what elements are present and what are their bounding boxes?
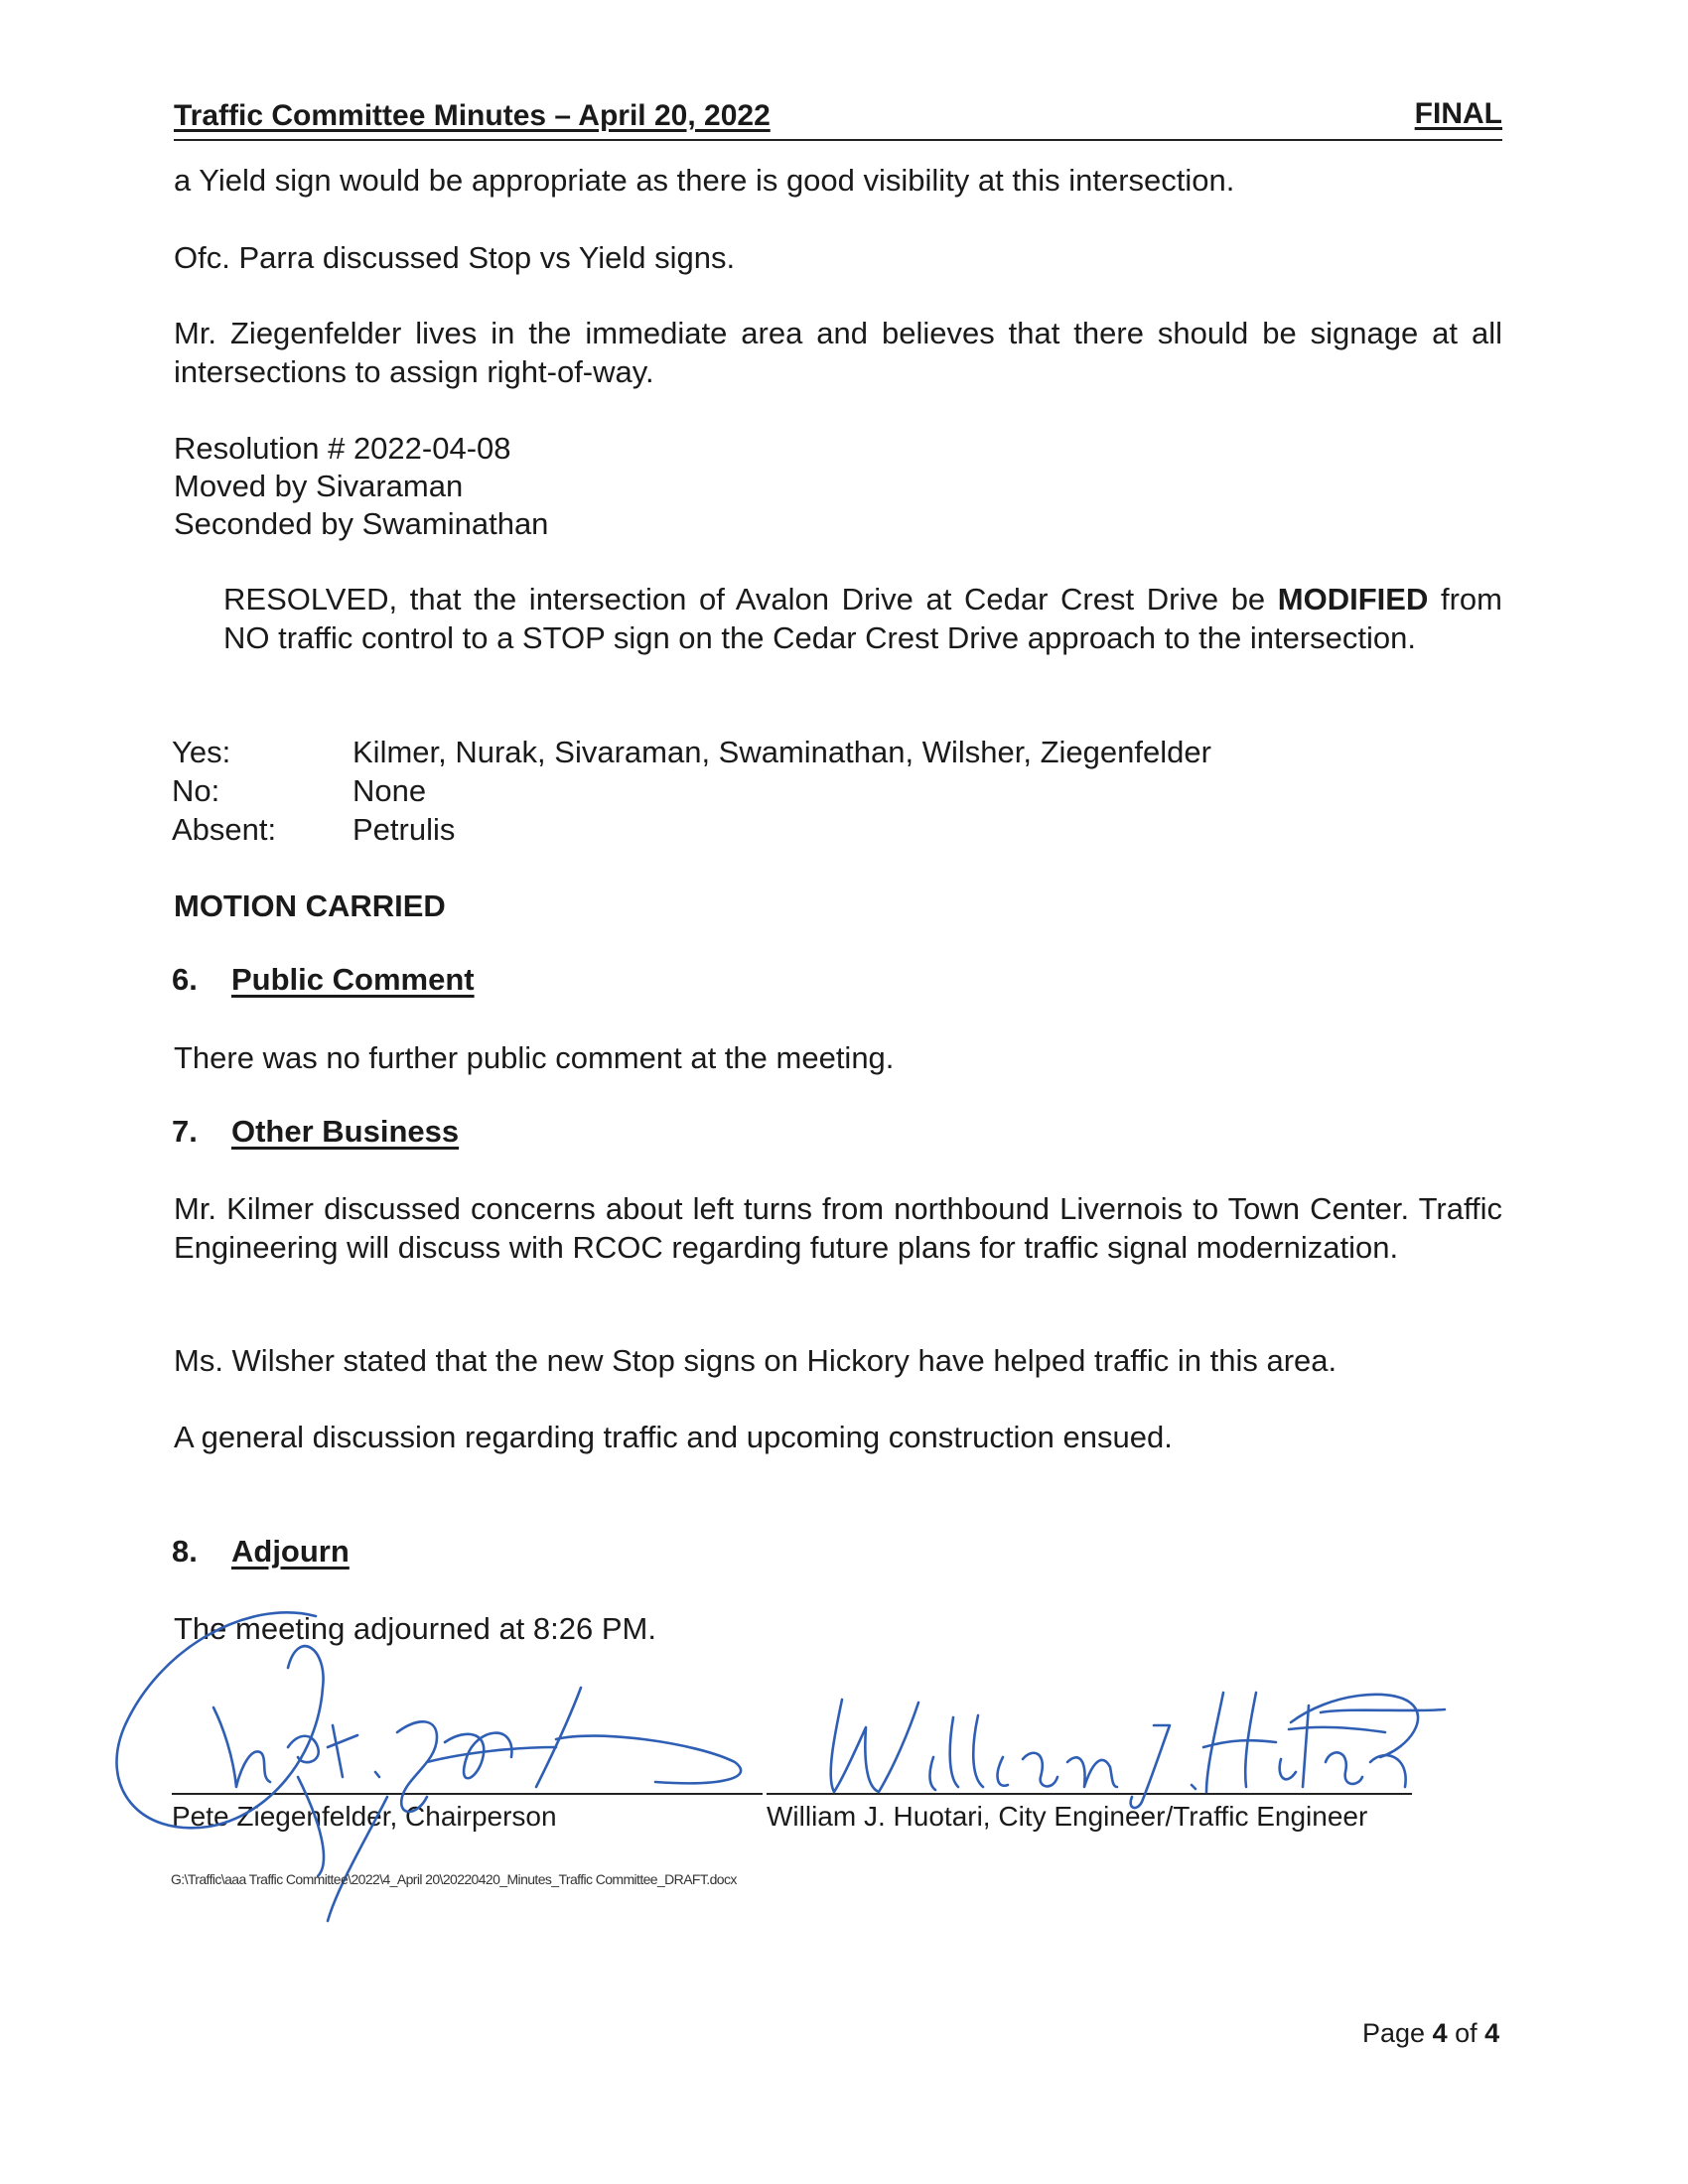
paragraph: There was no further public comment at the meeting. <box>174 1040 895 1075</box>
vote-no-value: None <box>352 773 427 808</box>
vote-yes-value: Kilmer, Nurak, Sivaraman, Swaminathan, Wilsher, Ziegenfelder <box>352 735 1211 769</box>
resolution-modified: MODIFIED <box>1277 582 1429 616</box>
section-heading-public-comment: 6. Public Comment <box>172 962 475 997</box>
resolution-text: RESOLVED, that the intersection of Avalon Drive at Cedar Crest Drive be MODIFIED from NO traffic control to a STOP sign on the Cedar Crest Drive approach to the intersection. <box>223 582 1502 655</box>
paragraph: Ofc. Parra discussed Stop vs Yield signs. <box>174 240 736 275</box>
page-number: Page 4 of 4 <box>1362 2018 1500 2048</box>
vote-no-label: No: <box>172 773 220 808</box>
paragraph: Mr. Kilmer discussed concerns about left turns from northbound Livernois to Town Center. Traffic Engineering will discuss with RCOC regarding future plans for traffic signal modernization. <box>174 1191 1502 1265</box>
header-title: Traffic Committee Minutes – April 20, 2022 <box>174 99 771 132</box>
motion-carried: MOTION CARRIED <box>174 888 446 923</box>
resolution-number: Resolution # 2022-04-08 <box>174 431 511 466</box>
signature-label-left: Pete Ziegenfelder, Chairperson <box>172 1801 557 1832</box>
paragraph: A general discussion regarding traffic and upcoming construction ensued. <box>174 1420 1173 1454</box>
vote-absent-value: Petrulis <box>352 812 456 847</box>
signature-label-right: William J. Huotari, City Engineer/Traffic Engineer <box>767 1801 1368 1832</box>
paragraph: Mr. Ziegenfelder lives in the immediate area and believes that there should be signage at all intersections to assign right-of-way. <box>174 316 1502 389</box>
resolution-seconded: Seconded by Swaminathan <box>174 506 549 541</box>
resolution-moved: Moved by Sivaraman <box>174 469 464 503</box>
section-heading-other-business: 7. Other Business <box>172 1114 460 1149</box>
vote-yes-label: Yes: <box>172 735 231 769</box>
paragraph: a Yield sign would be appropriate as there is good visibility at this intersection. <box>174 163 1235 198</box>
section-heading-adjourn: 8. Adjourn <box>172 1534 350 1569</box>
vote-absent-label: Absent: <box>172 812 277 847</box>
file-path: G:\Traffic\aaa Traffic Committee\2022\4_April 20\20220420_Minutes_Traffic Committee_DRAFT.docx <box>171 1871 737 1887</box>
header-status: FINAL <box>1414 97 1502 130</box>
paragraph: Ms. Wilsher stated that the new Stop signs on Hickory have helped traffic in this area. <box>174 1343 1337 1378</box>
paragraph: The meeting adjourned at 8:26 PM. <box>174 1611 656 1646</box>
